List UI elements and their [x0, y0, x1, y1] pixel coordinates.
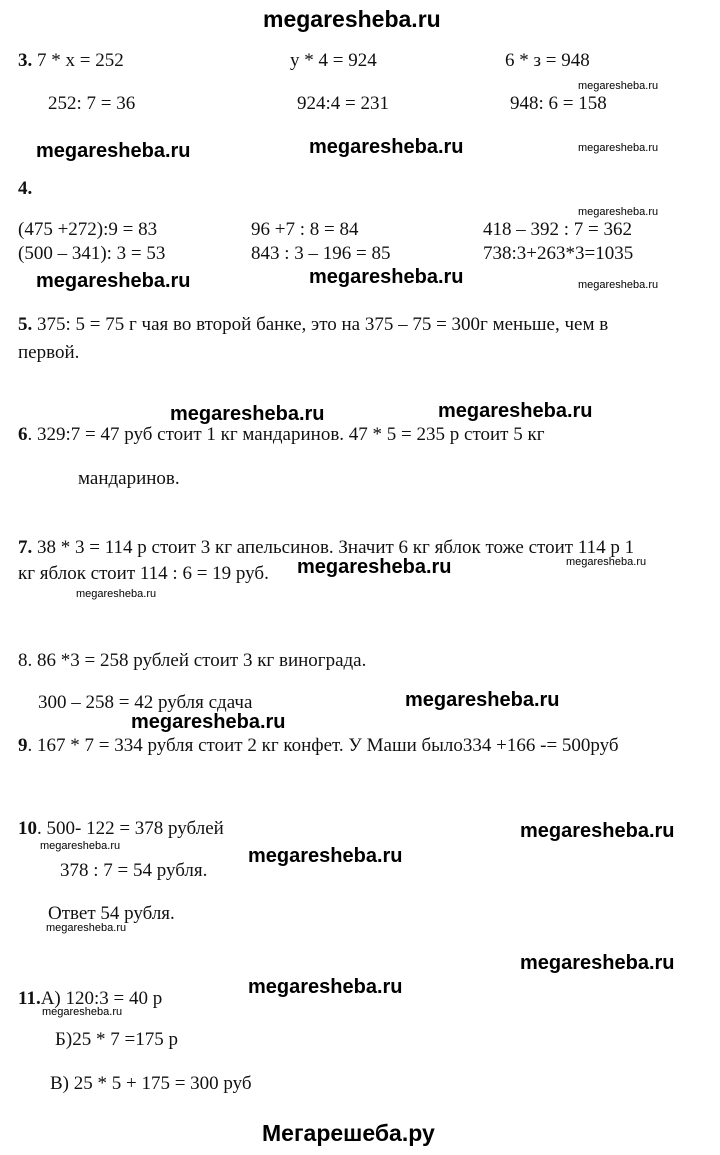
task-6-text: . 329:7 = 47 руб стоит 1 кг мандаринов. 47 * 5 = 235 р стоит 5 кг — [27, 424, 545, 445]
watermark-big: megaresheba.ru — [309, 136, 464, 158]
watermark-big: megaresheba.ru — [405, 689, 560, 711]
task-3-sol3: 948: 6 = 158 — [510, 93, 607, 114]
task-4-r2c1: (500 – 341): 3 = 53 — [18, 243, 166, 264]
task-3-eq1: 7 * х = 252 — [37, 50, 124, 71]
task-7-number: 7. — [18, 537, 33, 558]
task-5-line2: первой. — [18, 342, 80, 363]
watermark-small: megaresheba.ru — [46, 922, 127, 934]
task-11-a: А) 120:3 = 40 р — [40, 988, 163, 1009]
watermark-big: megaresheba.ru — [36, 270, 191, 292]
watermark-small: megaresheba.ru — [578, 142, 659, 154]
task-3-sol1: 252: 7 = 36 — [48, 93, 136, 114]
task-11-b: Б)25 * 7 =175 р — [55, 1029, 178, 1050]
watermark-small: megaresheba.ru — [578, 80, 659, 92]
watermark-small: megaresheba.ru — [76, 588, 157, 600]
task-4-r1c1: (475 +272):9 = 83 — [18, 219, 158, 240]
watermark-big: megaresheba.ru — [36, 140, 191, 162]
task-4-r2c3: 738:3+263*3=1035 — [483, 243, 634, 264]
watermark-big: megaresheba.ru — [520, 952, 675, 974]
task-5-number: 5. — [18, 314, 33, 335]
task-3-sol2: 924:4 = 231 — [297, 93, 389, 114]
watermark-big: megaresheba.ru — [248, 976, 403, 998]
task-4-number: 4. — [18, 178, 33, 199]
task-10-line3: Ответ 54 рубля. — [48, 903, 175, 924]
task-3-number: 3. — [18, 50, 33, 71]
watermark-small: megaresheba.ru — [40, 840, 121, 852]
watermark-big: megaresheba.ru — [297, 556, 452, 578]
task-9-number: 9 — [18, 735, 28, 756]
task-5-line1 — [18, 314, 608, 336]
task-10-line2: 378 : 7 = 54 рубля. — [60, 860, 208, 881]
watermark-big: megaresheba.ru — [248, 845, 403, 867]
task-3-eq2: у * 4 = 924 — [290, 50, 377, 71]
task-9-line1 — [18, 735, 619, 757]
watermark-big: megaresheba.ru — [170, 403, 325, 425]
task-11-number: 11. — [18, 988, 41, 1009]
task-10-number: 10 — [18, 818, 37, 839]
task-7-text: 38 * 3 = 114 р стоит 3 кг апельсинов. Значит 6 кг яблок тоже стоит 114 р 1 — [32, 537, 635, 558]
watermark-big: megaresheba.ru — [131, 711, 286, 733]
task-9-text: . 167 * 7 = 334 рубля стоит 2 кг конфет. У Маши было334 +166 -= 500руб — [27, 735, 619, 756]
task-5-text: 375: 5 = 75 г чая во второй банке, это на 375 – 75 = 300г меньше, чем в — [32, 314, 609, 335]
task-4-r1c3: 418 – 392 : 7 = 362 — [483, 219, 632, 240]
watermark-small: megaresheba.ru — [42, 1006, 123, 1018]
task-3-eq3: 6 * з = 948 — [505, 50, 590, 71]
task-4-r1c2: 96 +7 : 8 = 84 — [251, 219, 359, 240]
watermark-big: megaresheba.ru — [309, 266, 464, 288]
task-10-line1 — [18, 818, 224, 840]
task-4-r2c2: 843 : 3 – 196 = 85 — [251, 243, 391, 264]
watermark-big: megaresheba.ru — [438, 400, 593, 422]
task-8-line2: 300 – 258 = 42 рубля сдача — [38, 692, 253, 713]
footer-site-title: Мегарешеба.ру — [262, 1120, 435, 1146]
task-11-c: В) 25 * 5 + 175 = 300 руб — [50, 1073, 252, 1094]
task-6-line2: мандаринов. — [78, 468, 180, 489]
watermark-small: megaresheba.ru — [578, 206, 659, 218]
watermark-small: megaresheba.ru — [566, 556, 647, 568]
watermark-small: megaresheba.ru — [578, 279, 659, 291]
task-6-line1 — [18, 424, 545, 446]
header-site-title: megaresheba.ru — [263, 6, 441, 32]
task-8-line1: 8. 86 *3 = 258 рублей стоит 3 кг винограда. — [18, 650, 367, 671]
task-7-line2: кг яблок стоит 114 : 6 = 19 руб. — [18, 563, 269, 584]
task-6-number: 6 — [18, 424, 28, 445]
watermark-big: megaresheba.ru — [520, 820, 675, 842]
task-3-equations — [18, 50, 124, 72]
task-10-text: . 500- 122 = 378 рублей — [37, 818, 224, 839]
